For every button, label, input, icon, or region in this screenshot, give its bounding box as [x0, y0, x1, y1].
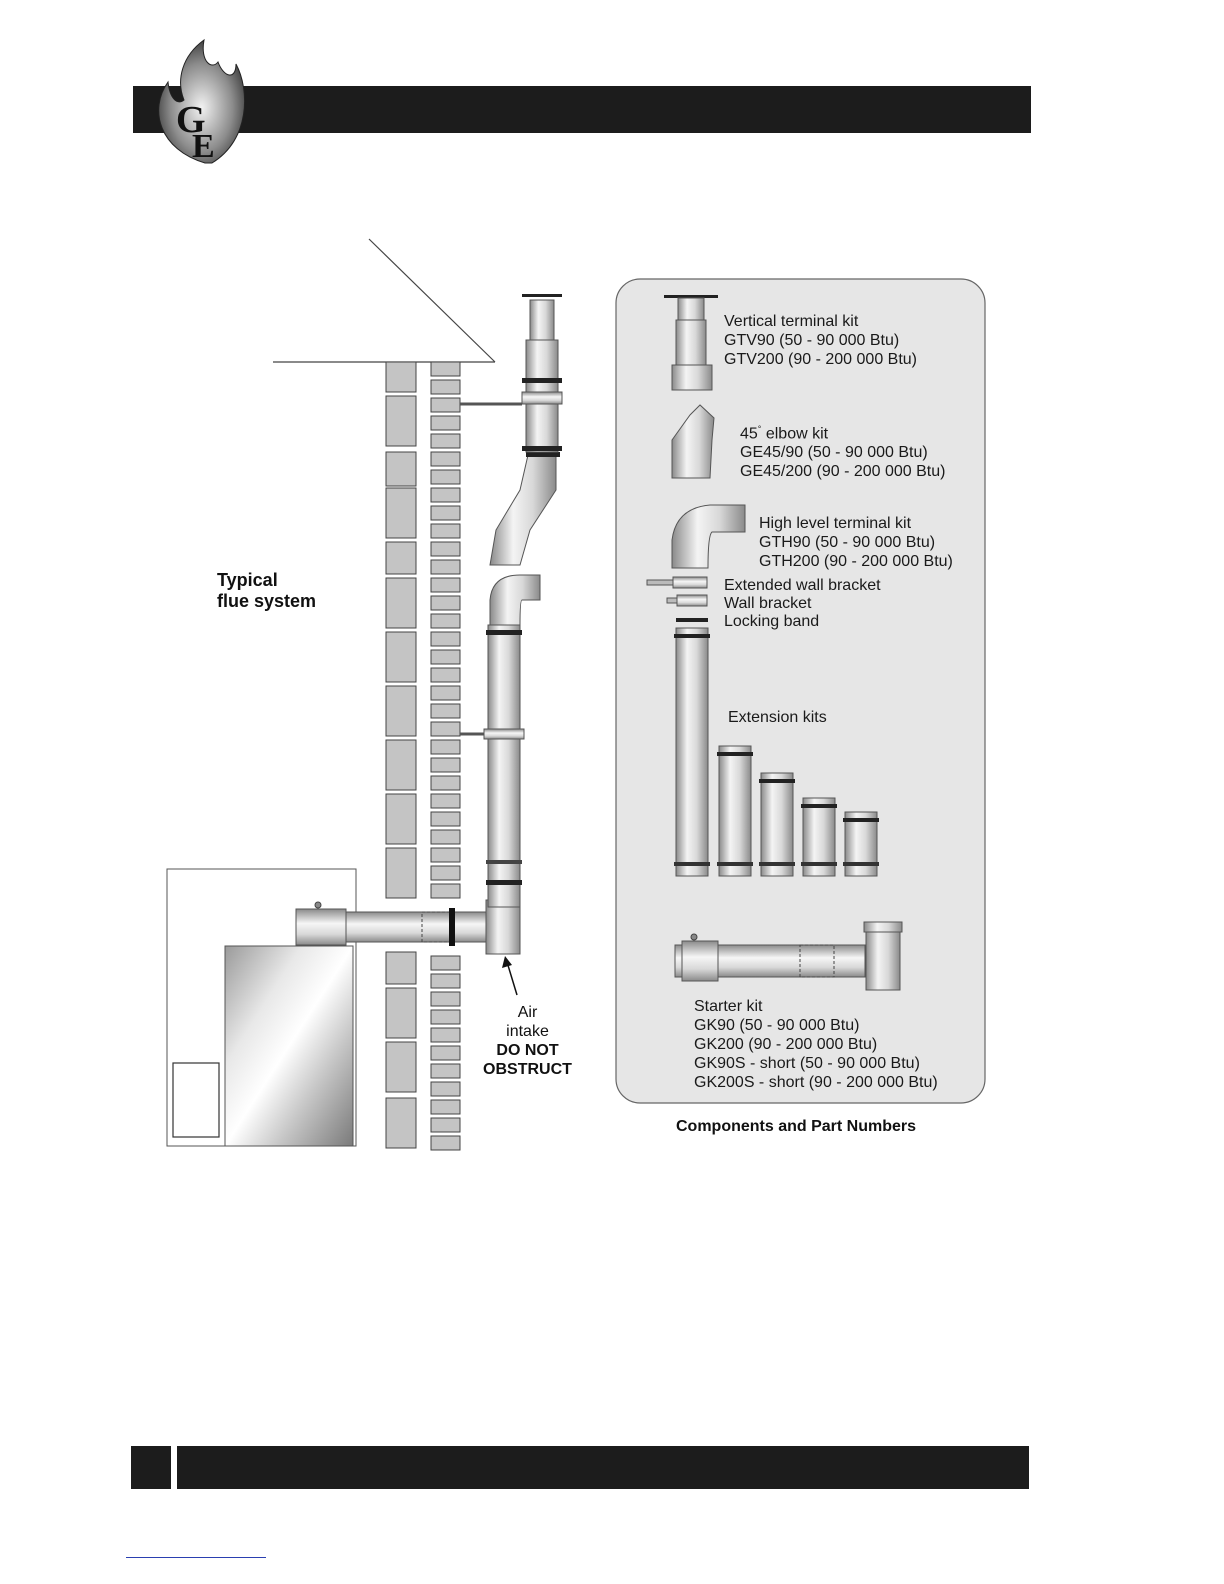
brick — [431, 794, 460, 808]
brick — [386, 686, 416, 736]
brick — [431, 632, 460, 646]
flue-pipe — [460, 294, 562, 907]
brick — [386, 488, 416, 538]
extension-kits-label: Extension kits — [728, 709, 827, 726]
brick — [431, 992, 460, 1006]
components-panel — [616, 279, 985, 1103]
diagram-title-line-1: Typical — [217, 570, 278, 590]
brick-wall — [386, 362, 460, 1150]
elbow-label — [740, 420, 945, 481]
brick — [386, 578, 416, 628]
brick — [386, 542, 416, 574]
pipe-band — [801, 804, 837, 808]
brick — [386, 452, 416, 486]
brick — [386, 740, 416, 790]
brick — [431, 1064, 460, 1078]
brick — [431, 650, 460, 664]
extension-pipe — [676, 628, 708, 876]
wall-bracket-label: Wall bracket — [724, 595, 812, 612]
brick — [431, 434, 460, 448]
brick — [431, 596, 460, 610]
brick — [431, 470, 460, 484]
pipe-band — [717, 752, 753, 756]
brick — [431, 1118, 460, 1132]
brick — [431, 1082, 460, 1096]
brick — [431, 848, 460, 862]
brick — [431, 560, 460, 574]
vertical-terminal-part-2: GTV200 (90 - 200 000 Btu) — [724, 351, 917, 368]
air-intake-line-2: intake — [506, 1023, 549, 1040]
extended-wall-bracket-label: Extended wall bracket — [724, 577, 881, 594]
diagram-title — [217, 570, 316, 612]
starter-part-1: GK90 (50 - 90 000 Btu) — [694, 1017, 860, 1034]
brick — [431, 956, 460, 970]
brick — [431, 416, 460, 430]
brick — [386, 362, 416, 392]
brick — [431, 812, 460, 826]
brick — [386, 396, 416, 446]
vertical-terminal-label — [724, 312, 917, 369]
pipe-band — [843, 862, 879, 866]
brick — [431, 578, 460, 592]
brick — [431, 506, 460, 520]
brick — [431, 452, 460, 466]
warning-line-1: DO NOT — [496, 1042, 559, 1059]
air-intake-label — [470, 1003, 585, 1079]
pipe-band — [674, 634, 710, 638]
brick — [431, 1100, 460, 1114]
elbow-part-1: GE45/90 (50 - 90 000 Btu) — [740, 444, 928, 462]
extension-pipe — [719, 746, 751, 876]
brick — [431, 1010, 460, 1024]
brick — [431, 1136, 460, 1150]
locking-band-icon — [676, 618, 708, 622]
brick — [386, 632, 416, 682]
logo-letter-e: E — [192, 128, 215, 165]
brick — [431, 686, 460, 700]
brick — [431, 614, 460, 628]
pipe-band — [759, 862, 795, 866]
pipe-band — [843, 818, 879, 822]
brick — [431, 524, 460, 538]
starter-part-2: GK200 (90 - 200 000 Btu) — [694, 1036, 878, 1053]
brick — [431, 974, 460, 988]
brick — [431, 542, 460, 556]
air-intake-line-1: Air — [517, 1004, 538, 1021]
brick — [431, 380, 460, 394]
brick — [386, 1042, 416, 1092]
logo-letter-g: G — [176, 99, 206, 141]
brick — [431, 722, 460, 736]
pipe-band — [674, 862, 710, 866]
brick — [386, 794, 416, 844]
diagram-title-line-2: flue system — [217, 591, 317, 611]
brick — [431, 1028, 460, 1042]
brick — [431, 704, 460, 718]
brick — [431, 758, 460, 772]
elbow-title: 45° elbow kit — [740, 424, 829, 443]
locking-band-label: Locking band — [724, 613, 820, 630]
high-level-part-2: GTH200 (90 - 200 000 Btu) — [759, 553, 953, 570]
starter-kit-label — [694, 997, 938, 1092]
brick — [386, 952, 416, 984]
starter-part-4: GK200S - short (90 - 200 000 Btu) — [694, 1074, 938, 1091]
brick — [431, 398, 460, 412]
starter-part-3: GK90S - short (50 - 90 000 Btu) — [694, 1055, 920, 1072]
brick — [431, 830, 460, 844]
brick — [431, 1046, 460, 1060]
brick — [431, 668, 460, 682]
pipe-band — [801, 862, 837, 866]
brick — [386, 988, 416, 1038]
high-level-part-1: GTH90 (50 - 90 000 Btu) — [759, 534, 936, 551]
elbow-part-2: GE45/200 (90 - 200 000 Btu) — [740, 463, 946, 481]
brick — [431, 776, 460, 790]
brick — [386, 848, 416, 898]
high-level-title: High level terminal kit — [759, 515, 912, 532]
brick — [431, 740, 460, 754]
pipe-band — [717, 862, 753, 866]
starter-title: Starter kit — [694, 998, 763, 1015]
high-level-label — [759, 514, 953, 571]
brick — [386, 1098, 416, 1148]
brick — [431, 866, 460, 880]
vertical-terminal-part-1: GTV90 (50 - 90 000 Btu) — [724, 332, 900, 349]
vertical-terminal-title: Vertical terminal kit — [724, 313, 859, 330]
warning-line-2: OBSTRUCT — [483, 1061, 572, 1078]
components-caption: Components and Part Numbers — [676, 1118, 917, 1135]
brick — [431, 884, 460, 898]
brick — [431, 488, 460, 502]
brick — [431, 362, 460, 376]
footer-underline — [126, 1557, 266, 1558]
extension-pipe — [761, 773, 793, 876]
pipe-band — [759, 779, 795, 783]
